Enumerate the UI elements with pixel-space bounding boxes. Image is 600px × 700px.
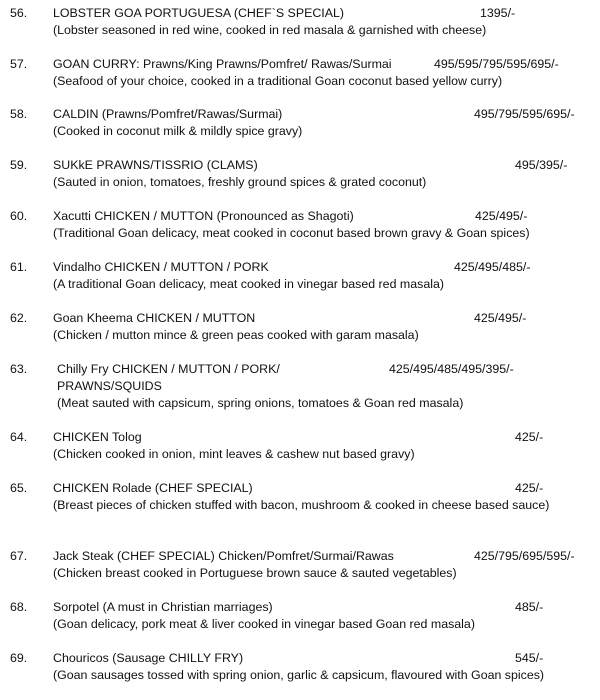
- item-number: 60.: [10, 209, 28, 223]
- item-description: (Goan delicacy, pork meat & liver cooked in vinegar based Goan red masala): [53, 617, 475, 631]
- item-name: CALDIN (Prawns/Pomfret/Rawas/Surmai): [53, 107, 283, 121]
- item-name: LOBSTER GOA PORTUGUESA (CHEF`S SPECIAL): [53, 6, 345, 20]
- item-price: 495/395/-: [515, 158, 568, 172]
- item-name: Vindalho CHICKEN / MUTTON / PORK: [53, 260, 269, 274]
- item-description: (Goan sausages tossed with spring onion, garlic & capsicum, flavoured with Goan spices): [53, 668, 545, 682]
- item-price: 495/795/595/695/-: [474, 107, 575, 121]
- item-name: SUKkE PRAWNS/TISSRIO (CLAMS): [53, 158, 258, 172]
- item-number: 67.: [10, 549, 28, 563]
- item-number: 69.: [10, 651, 28, 665]
- item-number: 68.: [10, 600, 28, 614]
- item-price: 425/495/-: [475, 209, 528, 223]
- item-name: Chilly Fry CHICKEN / MUTTON / PORK/: [57, 362, 280, 376]
- item-price: 545/-: [515, 651, 544, 665]
- item-number: 62.: [10, 311, 28, 325]
- item-description: (Chicken cooked in onion, mint leaves & cashew nut based gravy): [53, 447, 415, 461]
- item-price: 425/-: [515, 481, 544, 495]
- item-name: Sorpotel (A must in Christian marriages): [53, 600, 273, 614]
- item-number: 59.: [10, 158, 28, 172]
- item-number: 56.: [10, 6, 28, 20]
- item-price: 425/-: [515, 430, 544, 444]
- item-price: 1395/-: [480, 6, 516, 20]
- item-description: PRAWNS/SQUIDS: [57, 379, 162, 393]
- item-number: 57.: [10, 57, 28, 71]
- item-description: (Chicken breast cooked in Portuguese brown sauce & sauted vegetables): [53, 566, 457, 580]
- item-price: 485/-: [515, 600, 544, 614]
- item-description: (Traditional Goan delicacy, meat cooked in coconut based brown gravy & Goan spices): [53, 226, 530, 240]
- item-name: Xacutti CHICKEN / MUTTON (Pronounced as Shagoti): [53, 209, 354, 223]
- item-name: GOAN CURRY: Prawns/King Prawns/Pomfret/ Rawas/Surmai: [53, 57, 392, 71]
- item-description: (Sauted in onion, tomatoes, freshly ground spices & grated coconut): [53, 175, 427, 189]
- item-price: 425/495/485/495/395/-: [389, 362, 514, 376]
- item-price: 425/795/695/595/-: [474, 549, 575, 563]
- item-name: Jack Steak (CHEF SPECIAL) Chicken/Pomfret/Surmai/Rawas: [53, 549, 394, 563]
- item-number: 61.: [10, 260, 28, 274]
- item-description: (Chicken / mutton mince & green peas cooked with garam masala): [53, 328, 419, 342]
- item-number: 58.: [10, 107, 28, 121]
- item-number: 63.: [10, 362, 28, 376]
- item-price: 425/495/485/-: [454, 260, 531, 274]
- item-price: 495/595/795/595/695/-: [434, 57, 559, 71]
- item-description: (Breast pieces of chicken stuffed with bacon, mushroom & cooked in cheese based sauce): [53, 498, 550, 512]
- item-description: (Cooked in coconut milk & mildly spice gravy): [53, 124, 303, 138]
- item-name: Goan Kheema CHICKEN / MUTTON: [53, 311, 256, 325]
- item-number: 65.: [10, 481, 28, 495]
- item-name: Chouricos (Sausage CHILLY FRY): [53, 651, 244, 665]
- item-name: CHICKEN Tolog: [53, 430, 142, 444]
- item-description: (Seafood of your choice, cooked in a traditional Goan coconut based yellow curry): [53, 74, 503, 88]
- item-description: (A traditional Goan delicacy, meat cooked in vinegar based red masala): [53, 277, 444, 291]
- item-number: 64.: [10, 430, 28, 444]
- item-name: CHICKEN Rolade (CHEF SPECIAL): [53, 481, 253, 495]
- item-price: 425/495/-: [474, 311, 527, 325]
- item-description: (Lobster seasoned in red wine, cooked in red masala & garnished with cheese): [53, 23, 487, 37]
- item-description: (Meat sauted with capsicum, spring onions, tomatoes & Goan red masala): [57, 396, 464, 410]
